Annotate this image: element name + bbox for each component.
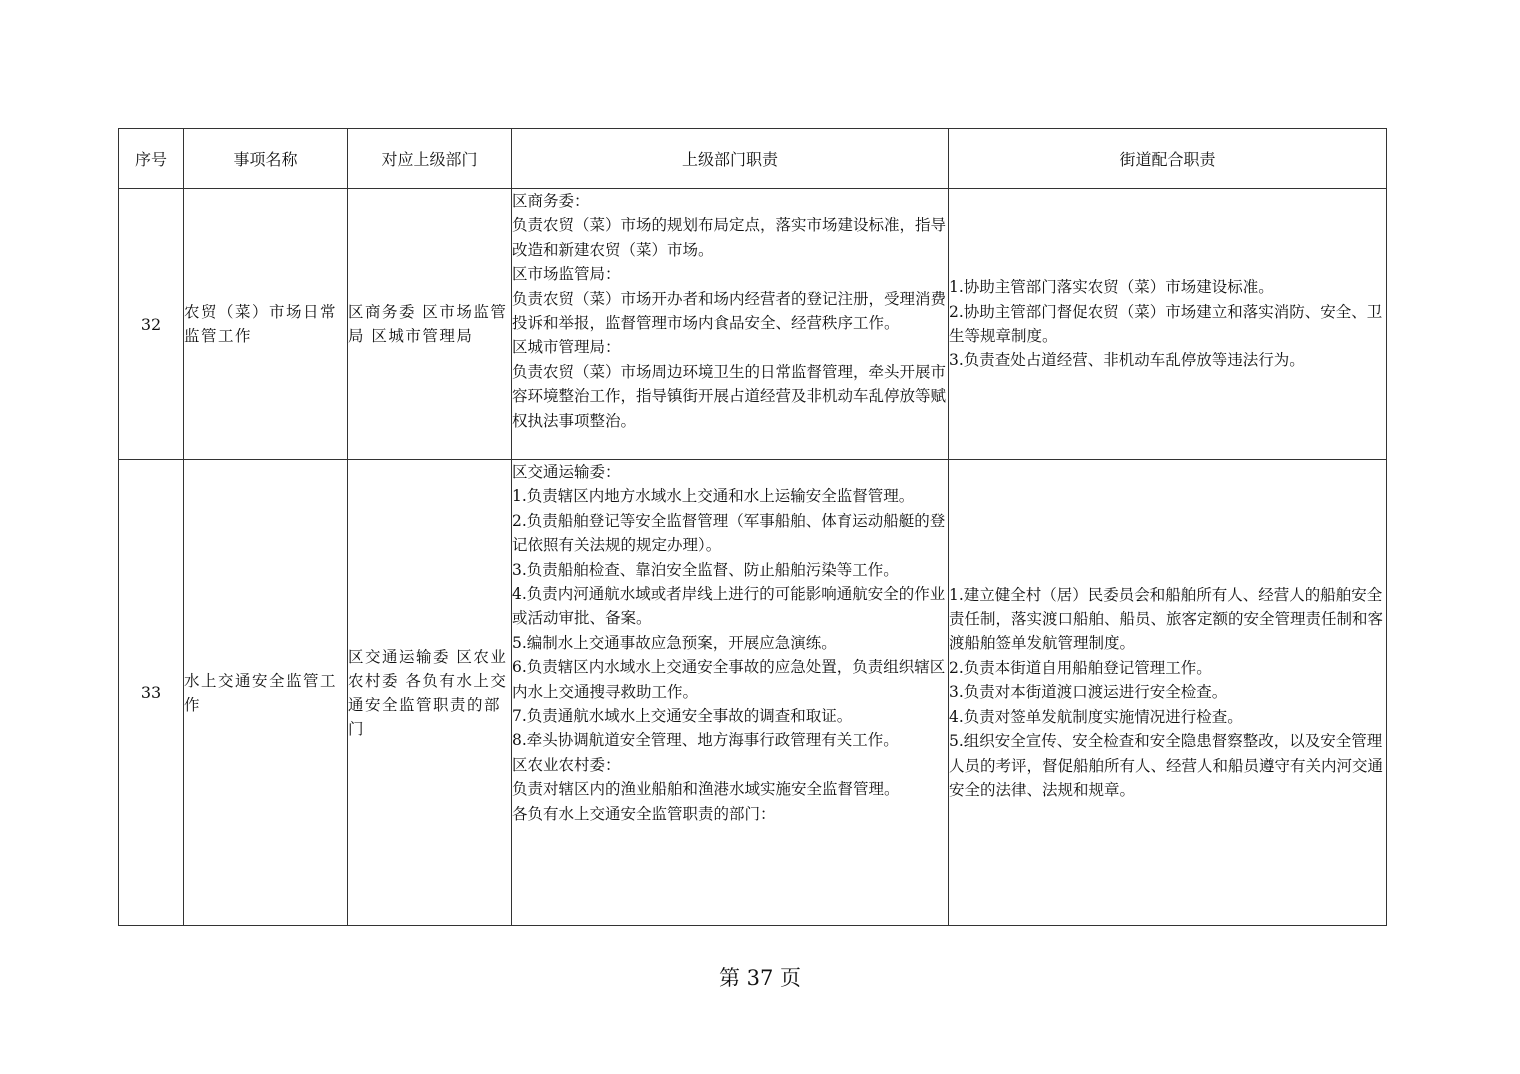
table-row xyxy=(119,460,1387,926)
duty-line: 1.负责辖区内地方水域水上交通和水上运输安全监督管理。 xyxy=(512,487,915,506)
row-number: 32 xyxy=(119,189,184,460)
row-number: 33 xyxy=(119,460,184,926)
duty-line: 负责农贸（菜）市场的规划布局定点，落实市场建设标准，指导改造和新建农贸（菜）市场。 xyxy=(512,216,947,259)
duty-line: 负责农贸（菜）市场开办者和场内经营者的登记注册，受理消费投诉和举报，监督管理市场内食品安全、经营秩序工作。 xyxy=(512,289,947,333)
duty-line: 区交通运输委： xyxy=(512,463,621,481)
street-duty-line: 3.负责对本街道渡口渡运进行安全检查。 xyxy=(949,683,1228,702)
header-item-name: 事项名称 xyxy=(184,129,348,189)
superior-duties xyxy=(512,460,949,926)
street-duty-line: 1.建立健全村（居）民委员会和船舶所有人、经营人的船舶安全责任制，落实渡口船舶、船员、旅客定额的安全管理责任制和客渡船舶签单发航管理制度。 xyxy=(949,585,1384,653)
duty-line: 7.负责通航水域水上交通安全事故的调查和取证。 xyxy=(512,707,853,726)
duty-line: 负责农贸（菜）市场周边环境卫生的日常监督管理，牵头开展市容环境整治工作，指导镇街开展占道经营及非机动车乱停放等赋权执法事项整治。 xyxy=(512,362,947,430)
duty-line: 区市场监管局： xyxy=(512,265,621,284)
duty-line: 区商务委： xyxy=(512,192,590,210)
item-name: 农贸（菜）市场日常监管工作 xyxy=(184,189,348,460)
item-name: 水上交通安全监管工作 xyxy=(184,460,348,926)
duty-line: 负责对辖区内的渔业船舶和渔港水域实施安全监督管理。 xyxy=(512,780,900,799)
header-street-duties: 街道配合职责 xyxy=(949,129,1387,189)
duty-line: 8.牵头协调航道安全管理、地方海事行政管理有关工作。 xyxy=(512,731,899,750)
header-no: 序号 xyxy=(119,129,184,189)
street-duty-line: 2.负责本街道自用船舶登记管理工作。 xyxy=(949,658,1212,677)
header-superior-duties: 上级部门职责 xyxy=(512,129,949,189)
street-duties xyxy=(949,460,1387,926)
superior-duties xyxy=(512,189,949,460)
duty-line: 区城市管理局： xyxy=(512,338,621,357)
page-number: 第 37 页 xyxy=(718,966,802,990)
duty-line: 4.负责内河通航水域或者岸线上进行的可能影响通航安全的作业或活动审批、备案。 xyxy=(512,585,946,628)
street-duty-line: 4.负责对签单发航制度实施情况进行检查。 xyxy=(949,707,1243,726)
duty-line: 区农业农村委： xyxy=(512,755,621,774)
duty-line: 6.负责辖区内水域水上交通安全事故的应急处置，负责组织辖区内水上交通搜寻救助工作。 xyxy=(512,658,946,701)
duty-line: 3.负责船舶检查、靠泊安全监督、防止船舶污染等工作。 xyxy=(512,560,899,579)
superior-departments: 区交通运输委 区农业农村委 各负有水上交通安全监管职责的部门 xyxy=(348,460,512,926)
street-duty-line: 2.协助主管部门督促农贸（菜）市场建立和落实消防、安全、卫生等规章制度。 xyxy=(949,302,1383,345)
table-row xyxy=(119,189,1387,460)
duty-line: 5.编制水上交通事故应急预案，开展应急演练。 xyxy=(512,633,837,652)
street-duty-line: 5.组织安全宣传、安全检查和安全隐患督察整改，以及安全管理人员的考评，督促船舶所有人、经营人和船员遵守有关内河交通安全的法律、法规和规章。 xyxy=(949,732,1384,799)
superior-departments: 区商务委 区市场监管局 区城市管理局 xyxy=(348,189,512,460)
street-duty-line: 3.负责查处占道经营、非机动车乱停放等违法行为。 xyxy=(949,351,1305,370)
street-duty-line: 1.协助主管部门落实农贸（菜）市场建设标准。 xyxy=(949,278,1274,297)
responsibility-table xyxy=(118,128,1387,926)
duty-line: 2.负责船舶登记等安全监督管理（军事船舶、体育运动船艇的登记依照有关法规的规定办理）。 xyxy=(512,511,946,555)
duty-line: 各负有水上交通安全监管职责的部门： xyxy=(512,804,776,823)
header-row xyxy=(119,129,1387,189)
header-superior-dept: 对应上级部门 xyxy=(348,129,512,189)
street-duties xyxy=(949,189,1387,460)
